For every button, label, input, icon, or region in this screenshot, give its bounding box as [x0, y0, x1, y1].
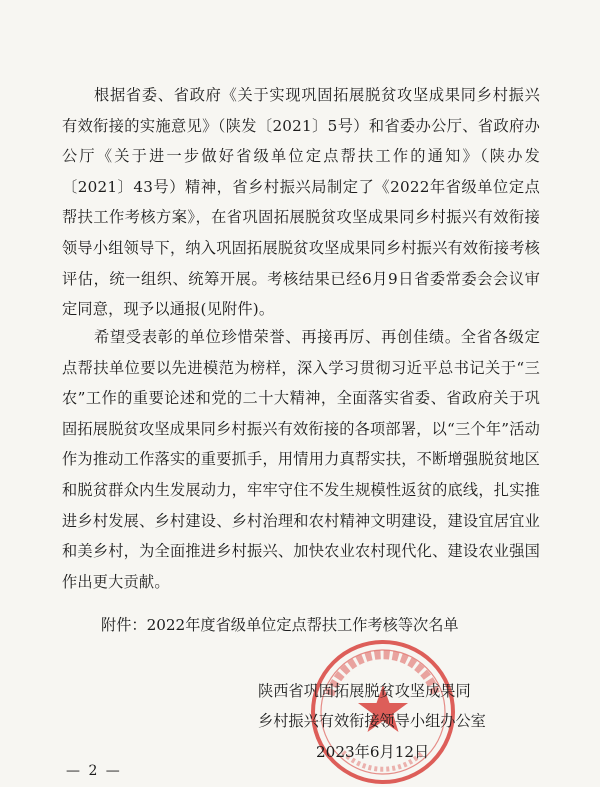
body-paragraph-2: 希望受表彰的单位珍惜荣誉、再接再厉、再创佳绩。全省各级定点帮扶单位要以先进模范为榜样，深入学习贯彻习近平总书记关于“三农”工作的重要论述和党的二十大精神，全面落实省委、省政府关于巩固拓展脱贫攻坚成果同乡村振兴有效衔接的各项部署，以“三个年”活动作为推动工作落实的重要抓手，用情用力真帮实扶，不断增强脱贫地区和脱贫群众内生发展动力，牢牢守住不发生规模性返贫的底线，扎实推进乡村发展、乡村建设、乡村治理和农村精神文明建设，建设宜居宜业和美乡村，为全面推进乡村振兴、加快农业农村现代化、建设农业强国作出更大贡献。: [62, 328, 540, 591]
body-paragraph-1: 根据省委、省政府《关于实现巩固拓展脱贫攻坚成果同乡村振兴有效衔接的实施意见》（陕发〔2021〕5号）和省委办公厅、省政府办公厅《关于进一步做好省级单位定点帮扶工作的通知》（陕办发〔2021〕43号）精神，省乡村振兴局制定了《2022年省级单位定点帮扶工作考核方案》，在省巩固拓展脱贫攻坚成果同乡村振兴有效衔接领导小组领导下，纳入巩固拓展脱贫攻坚成果同乡村振兴有效衔接考核评估，统一组织、统筹开展。考核结果已经6月9日省委常委会会议审定同意，现予以通报(见附件)。: [62, 86, 540, 319]
attachment-line: 附件：2022年度省级单位定点帮扶工作考核等次名单: [101, 616, 459, 634]
page-number: — 2 —: [66, 763, 122, 779]
signature-org-line-1: 陕西省巩固拓展脱贫攻坚成果同: [258, 682, 471, 700]
signature-date: 2023年6月12日: [316, 743, 430, 761]
signature-org-line-2: 乡村振兴有效衔接领导小组办公室: [258, 712, 486, 730]
